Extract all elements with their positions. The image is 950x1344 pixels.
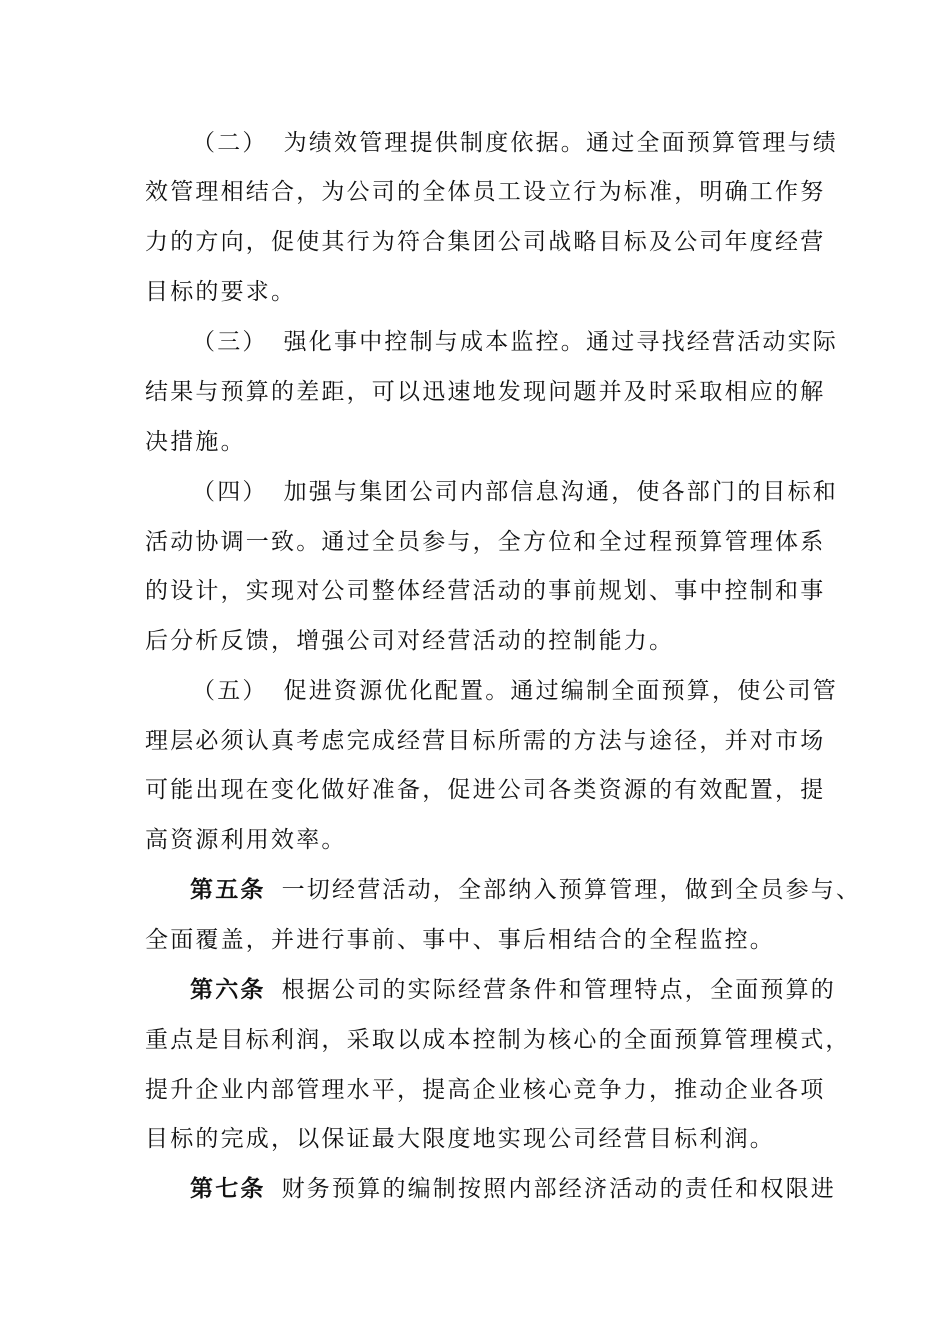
paragraph-line: 后分析反馈，增强公司对经营活动的控制能力。 [145,628,675,654]
paragraph-line: 效管理相结合，为公司的全体员工设立行为标准，明确工作努 [145,179,826,205]
paragraph-line: 决措施。 [145,429,246,455]
paragraph-marker: （二） [192,130,268,156]
paragraph-first-line [192,128,838,158]
article-heading: 第五条 [190,876,266,903]
article-first-line [190,875,861,905]
paragraph-line: 活动协调一致。通过全员参与，全方位和全过程预算管理体系 [145,529,826,555]
paragraph-first-line [192,676,838,706]
paragraph-marker: （五） [192,678,268,704]
paragraph-line: 目标的要求。 [145,279,297,305]
article-first-line [190,1174,836,1204]
paragraph-marker: （三） [192,329,268,355]
article-heading: 第七条 [190,1175,266,1202]
paragraph-line: 高资源利用效率。 [145,827,347,853]
article-line: 目标的完成，以保证最大限度地实现公司经营目标利润。 [145,1126,775,1152]
paragraph-text: 促进资源优化配置。通过编制全面预算，使公司管 [283,678,839,704]
paragraph-first-line [192,327,838,357]
article-text: 根据公司的实际经营条件和管理特点，全面预算的 [281,977,837,1003]
paragraph-text: 强化事中控制与成本监控。通过寻找经营活动实际 [283,329,839,355]
article-text: 财务预算的编制按照内部经济活动的责任和权限进 [281,1176,837,1202]
paragraph-line: 的设计，实现对公司整体经营活动的事前规划、事中控制和事 [145,578,826,604]
article-heading: 第六条 [190,976,266,1003]
article-line: 提升企业内部管理水平，提高企业核心竞争力，推动企业各项 [145,1077,826,1103]
paragraph-text: 加强与集团公司内部信息沟通，使各部门的目标和 [283,479,839,505]
article-text: 一切经营活动，全部纳入预算管理，做到全员参与、 [281,877,862,903]
paragraph-line: 结果与预算的差距，可以迅速地发现问题并及时采取相应的解 [145,379,826,405]
paragraph-line: 力的方向，促使其行为符合集团公司战略目标及公司年度经营 [145,229,826,255]
article-first-line [190,975,836,1005]
article-line: 全面覆盖，并进行事前、事中、事后相结合的全程监控。 [145,927,775,953]
paragraph-line: 理层必须认真考虑完成经营目标所需的方法与途径，并对市场 [145,728,826,754]
paragraph-line: 可能出现在变化做好准备，促进公司各类资源的有效配置，提 [145,777,826,803]
paragraph-marker: （四） [192,479,268,505]
paragraph-first-line [192,477,838,507]
article-line: 重点是目标利润，采取以成本控制为核心的全面预算管理模式， [145,1027,851,1053]
paragraph-text: 为绩效管理提供制度依据。通过全面预算管理与绩 [283,130,839,156]
